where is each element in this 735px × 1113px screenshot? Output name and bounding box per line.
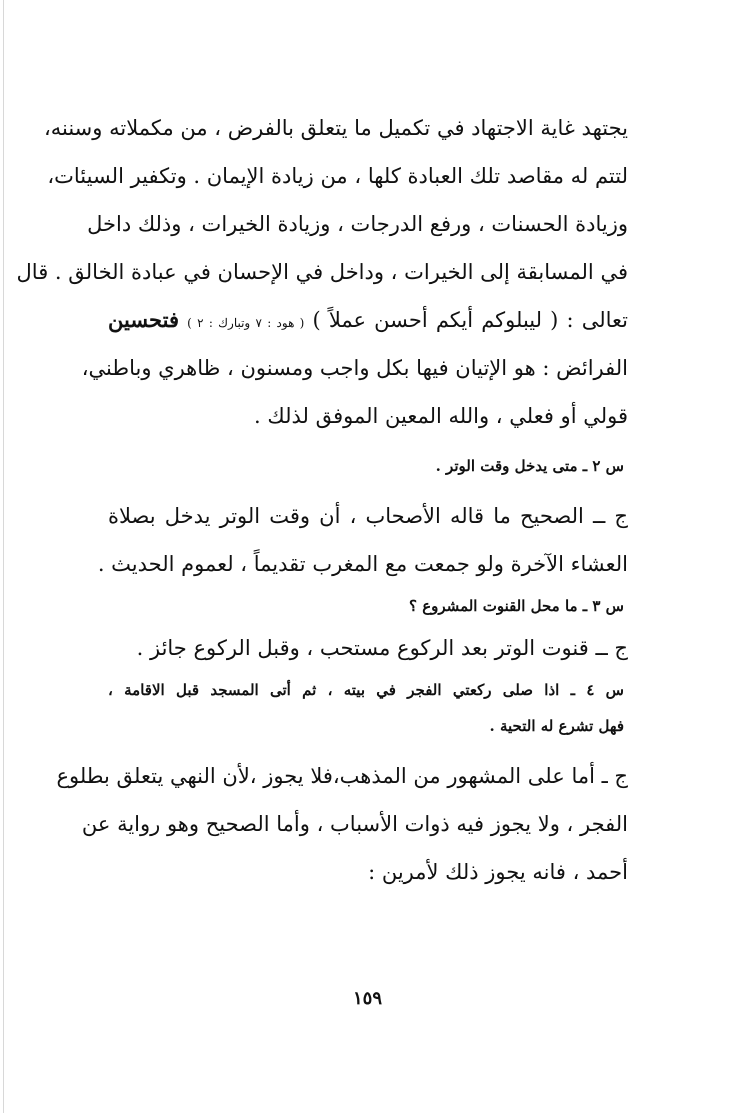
answer-4-line: ج ـ أما على المشهور من المذهب،فلا يجوز ،لأن النهي يتعلق بطلوع — [56, 764, 628, 788]
intro-line: الفرائض : هو الإتيان فيها بكل واجب ومسنون ، ظاهري وباطني، — [81, 356, 628, 380]
intro-line: في المسابقة إلى الخيرات ، وداخل في الإحسان في عبادة الخالق . قال — [16, 260, 628, 284]
body-text — [16, 104, 628, 896]
answer-2-line: ج ــ الصحيح ما قاله الأصحاب ، أن وقت الوتر يدخل بصلاة — [108, 504, 628, 528]
intro-line: لتتم له مقاصد تلك العبادة كلها ، من زيادة الإيمان . وتكفير السيئات، — [47, 164, 628, 188]
intro-line: وزيادة الحسنات ، ورفع الدرجات ، وزيادة الخيرات ، وذلك داخل — [87, 212, 628, 236]
intro-line: يجتهد غاية الاجتهاد في تكميل ما يتعلق بالفرض ، من مكملاته وسننه، — [43, 116, 628, 140]
intro-line: قولي أو فعلي ، والله المعين الموفق لذلك . — [254, 404, 628, 428]
answer-4-line: الفجر ، ولا يجوز فيه ذوات الأسباب ، وأما الصحيح وهو رواية عن — [81, 812, 628, 836]
scan-edge-line — [3, 0, 4, 1113]
verse-citation: ( هود : ٧ وتبارك : ٢ ) — [187, 316, 305, 330]
page-number: ١٥٩ — [352, 988, 382, 1009]
answer-3-line: ج ــ قنوت الوتر بعد الركوع مستحب ، وقبل الركوع جائز . — [136, 636, 628, 660]
answer-2-line: العشاء الآخرة ولو جمعت مع المغرب تقديماً ، لعموم الحديث . — [97, 552, 628, 576]
question-4-line: س ٤ ـ اذا صلى ركعتي الفجر في بيته ، ثم أتى المسجد قبل الاقامة ، — [108, 681, 624, 699]
verse-text: تعالى : ( ليبلوكم أيكم أحسن عملاً ) — [312, 308, 628, 332]
verse-line — [108, 296, 628, 344]
answer-4-line: أحمد ، فانه يجوز ذلك لأمرين : — [368, 860, 628, 884]
question-3: س ٣ ـ ما محل القنوت المشروع ؟ — [409, 597, 624, 615]
question-4-line: فهل تشرع له التحية . — [489, 717, 624, 735]
verse-line-tail: فتحسين — [108, 307, 179, 332]
question-2: س ٢ ـ متى يدخل وقت الوتر . — [435, 457, 624, 475]
